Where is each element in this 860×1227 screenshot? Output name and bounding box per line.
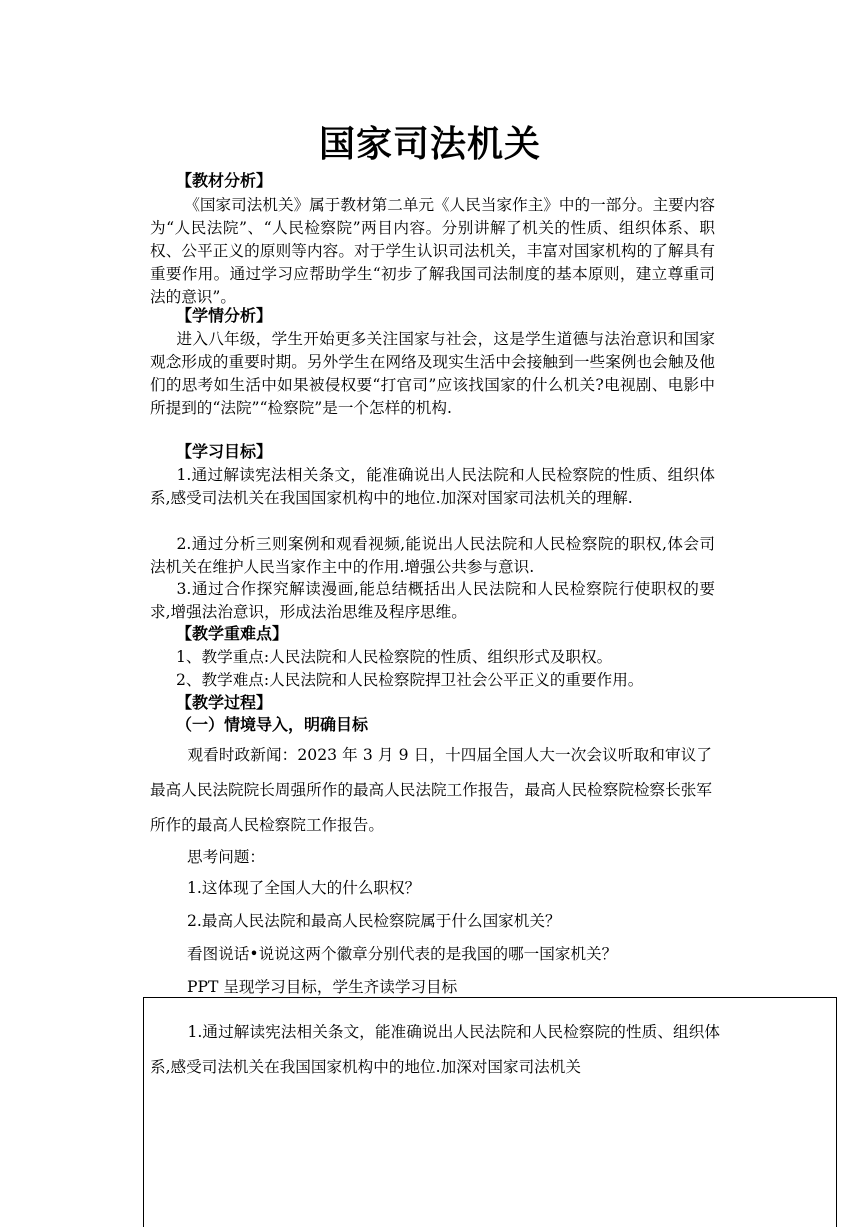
question-1: 1.这体现了全国人大的什么职权？ [187, 879, 421, 897]
subheading-qingjing: （一）情境导入，明确目标 [176, 715, 369, 734]
paragraph-xueqing: 进入八年级，学生开始更多关注国家与社会，这是学生道德与法治意识和国家观念形成的重要时期。另外学生在网络及现实生活中会接触到一些案例也会触及他们的思考如生活中如果被侵权要“打官司”应该找国家的什么机关?电视剧、电影中所提到的“法院”“检察院”是一个怎样的机构. [150, 330, 715, 417]
heading-jiaocai: 【教材分析】 [176, 171, 273, 190]
think-label: 思考问题： [187, 848, 265, 866]
heading-xueqing: 【学情分析】 [176, 306, 273, 325]
goal-item-1: 1.通过解读宪法相关条文，能准确说出人民法院和人民检察院的性质、组织体系,感受司法机关在我国国家机构中的地位.加深对国家司法机关的理解. [150, 466, 715, 507]
goal-item-2: 2.通过分析三则案例和观看视频,能说出人民法院和人民检察院的职权,体会司法机关在维护人民当家作主中的作用.增强公共参与意识. [150, 535, 715, 576]
question-2: 2.最高人民法院和最高人民检察院属于什么国家机关？ [187, 912, 561, 930]
heading-zhongnan: 【教学重难点】 [176, 624, 289, 643]
page-title: 国家司法机关 [318, 124, 541, 165]
ppt-note: PPT 呈现学习目标，学生齐读学习目标 [187, 978, 458, 996]
box-goal-text: 1.通过解读宪法相关条文，能准确说出人民法院和人民检察院的性质、组织体系,感受司法机关在我国国家机构中的地位.加深对国家司法机关 [150, 1023, 720, 1076]
keypoint-item-1: 1、教学重点:人民法院和人民检察院的性质、组织形式及职权。 [176, 648, 613, 666]
heading-mubiao: 【学习目标】 [176, 442, 273, 461]
kantu-prompt: 看图说话•说说这两个徽章分别代表的是我国的哪一国家机关？ [187, 945, 618, 963]
keypoint-item-2: 2、教学难点:人民法院和人民检察院捍卫社会公平正义的重要作用。 [176, 671, 644, 689]
heading-guocheng: 【教学过程】 [176, 693, 273, 712]
goal-item-3: 3.通过合作探究解读漫画,能总结概括出人民法院和人民检察院行使职权的要求,增强法治意识，形成法治思维及程序思维。 [150, 580, 715, 621]
paragraph-news: 观看时政新闻：2023 年 3 月 9 日，十四届全国人大一次会议听取和审议了最高人民法院院长周强所作的最高人民法院工作报告，最高人民检察院检察长张军所作的最高人民检察院工作报告。 [150, 746, 712, 834]
paragraph-jiaocai: 《国家司法机关》属于教材第二单元《人民当家作主》中的一部分。主要内容为“人民法院”、“人民检察院”两目内容。分别讲解了机关的性质、组织体系、职权、公平正义的原则等内容。对于学生认识司法机关，丰富对国家机构的了解具有重要作用。通过学习应帮助学生“初步了解我国司法制度的基本原则，建立尊重司法的意识”。 [150, 196, 715, 306]
